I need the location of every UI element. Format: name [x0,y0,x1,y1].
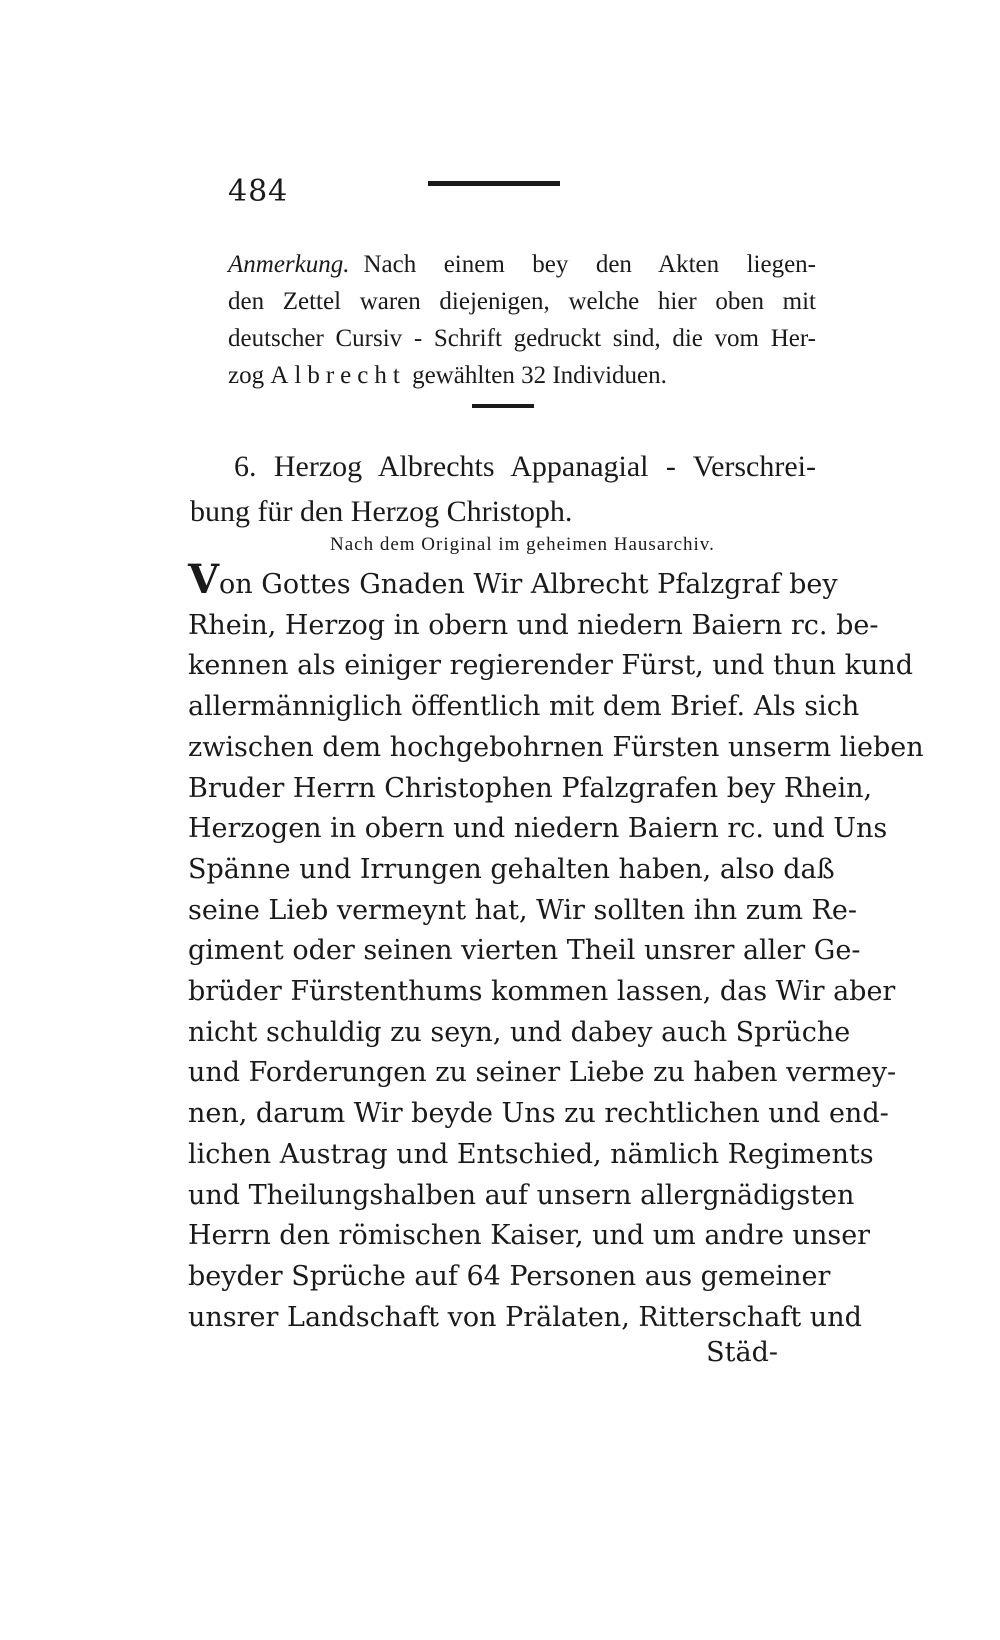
footnote-line: Anmerkung. Nach einem bey den Akten liegen- [228,251,816,278]
footnote-line: deutscher Cursiv - Schrift gedruckt sind, die vom Her- [228,325,816,352]
body-line: nen, darum Wir beyde Uns zu rechtlichen und end- [188,1098,889,1130]
source-note: Nach dem Original im geheimen Hausarchiv. [330,534,715,555]
body-line: Spänne und Irrungen gehalten haben, also daß [188,853,835,885]
footnote-label: Anmerkung. [228,251,350,278]
body-line: Rhein, Herzog in obern und niedern Baiern rc. be- [188,609,879,641]
body-line: unsrer Landschaft von Prälaten, Ritterschaft und [188,1301,862,1333]
page-number: 484 [228,174,289,209]
footnote-line: den Zettel waren diejenigen, welche hier oben mit [228,288,816,315]
body-text [188,556,924,1338]
body-line: und Theilungshalben auf unsern allergnädigsten [188,1179,855,1211]
heading-line: bung für den Herzog Christoph. [190,495,573,528]
body-line: und Forderungen zu seiner Liebe zu haben vermey- [188,1057,897,1089]
initial-letter: V [188,556,220,603]
header-rule [428,181,560,186]
body-line: Herrn den römischen Kaiser, und um andre unser [188,1220,871,1252]
heading-line: 6. Herzog Albrechts Appanagial - Verschrei- [234,450,816,483]
body-line: allermänniglich öffentlich mit dem Brief. Als sich [188,691,860,723]
body-line: giment oder seinen vierten Theil unsrer aller Ge- [188,935,861,967]
body-line: zwischen dem hochgebohrnen Fürsten unserm lieben [188,731,924,763]
footnote [228,246,816,394]
body-line: Bruder Herrn Christophen Pfalzgrafen bey Rhein, [188,772,873,804]
body-line: Herzogen in obern und niedern Baiern rc. und Uns [188,813,888,845]
footnote-line: zog Albrecht gewählten 32 Individuen. [228,362,667,389]
body-line: brüder Fürstenthums kommen lassen, das Wir aber [188,976,896,1008]
catchword: Städ- [706,1337,778,1368]
body-line: kennen als einiger regierender Fürst, und thun kund [188,650,914,682]
footnote-name: Albrecht [270,362,406,389]
body-line: lichen Austrag und Entschied, nämlich Regiments [188,1138,874,1170]
body-line: nicht schuldig zu seyn, und dabey auch Sprüche [188,1016,851,1048]
body-line: Von Gottes Gnaden Wir Albrecht Pfalzgraf bey [188,556,838,603]
section-rule [472,404,534,408]
section-heading [190,444,816,534]
body-line: seine Lieb vermeynt hat, Wir sollten ihn zum Re- [188,894,857,926]
body-line: beyder Sprüche auf 64 Personen aus gemeiner [188,1260,831,1292]
